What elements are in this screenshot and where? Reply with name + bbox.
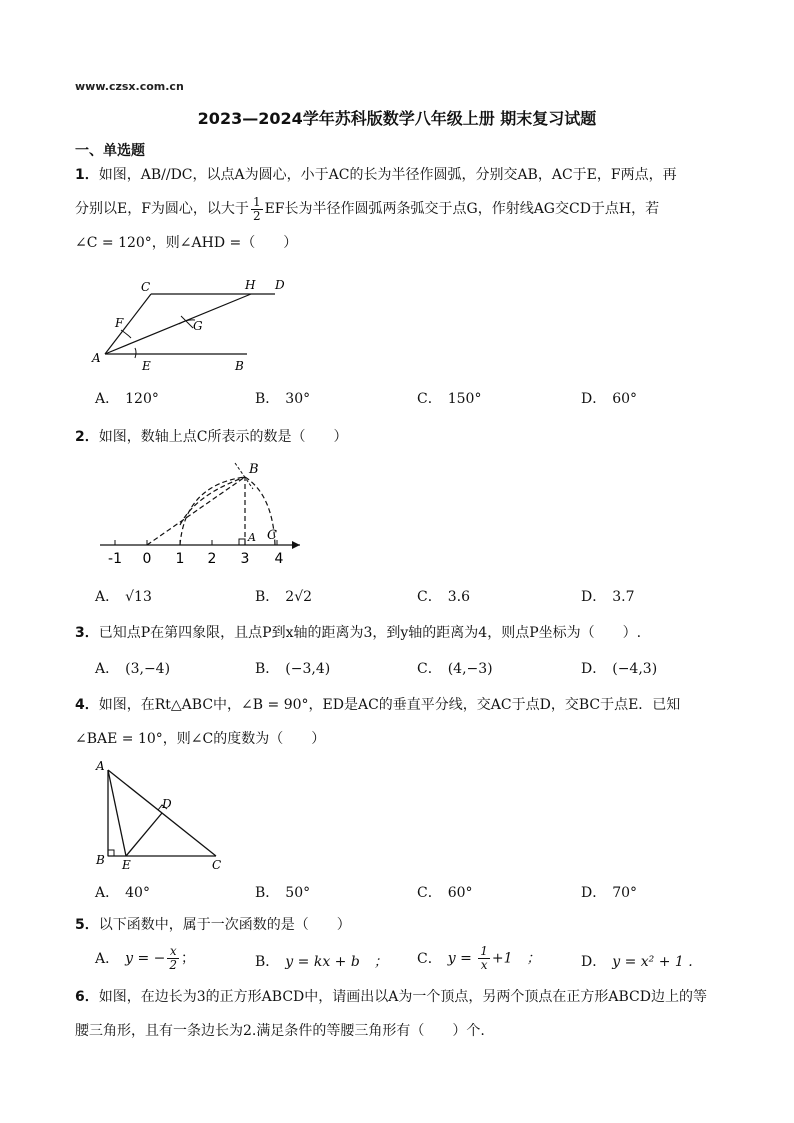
q3-options [95, 658, 745, 682]
question-1 [75, 158, 745, 260]
q4-option-d[interactable]: D． 70° [581, 885, 638, 901]
q2-tick-4: 4 [274, 551, 284, 567]
q2-label-A: A [248, 531, 256, 544]
q5-options [95, 945, 745, 977]
q1-options [95, 388, 745, 412]
q1-line2: 分别以E，F为圆心，以大于 $\frac{1}{2}$ EF长为半径作圆弧两条弧交于点G，作射线AG交CD于点H，若 [75, 194, 660, 223]
q2-tick-3: 3 [240, 551, 250, 567]
site-url: www.czsx.com.cn [75, 80, 184, 93]
q4-label-E: E [122, 858, 131, 872]
question-4 [75, 688, 745, 756]
q1-fraction: $\frac{1}{2}$ [252, 194, 261, 223]
q1-figure [85, 272, 295, 377]
q2-figure [95, 455, 310, 575]
q4-line1: 4．如图，在Rt△ABC中，∠B = 90°，ED是AC的垂直平分线，交AC于点D，交BC于点E．已知 [75, 697, 681, 713]
q4-option-c[interactable]: C． 60° [417, 885, 473, 901]
q1-option-d[interactable]: D． 60° [581, 391, 638, 407]
q2-tick-2: 2 [207, 551, 217, 567]
q1-label-G: G [193, 319, 203, 333]
q1-line1: 1．如图，AB//DC，以点A为圆心，小于AC的长为半径作圆弧，分别交AB，AC于E，F两点，再 [75, 167, 677, 183]
q1-label-B: B [235, 359, 244, 373]
q5-option-a[interactable]: A． y = − $\frac{x}{2}$ ； [95, 944, 196, 972]
q2-tick--1: -1 [108, 551, 122, 567]
q5-option-b[interactable]: B． y = kx + b ； [255, 954, 388, 970]
q1-label-E: E [142, 359, 151, 373]
q2-option-a[interactable]: A． √13 [95, 589, 152, 605]
q3-option-c[interactable]: C． (4,−3) [417, 661, 493, 677]
q4-label-C: C [212, 858, 222, 872]
question-6 [75, 980, 745, 1048]
q4-label-D: D [162, 797, 172, 811]
q4-option-a[interactable]: A． 40° [95, 885, 150, 901]
q6-line1: 6．如图，在边长为3的正方形ABCD中，请画出以A为一个顶点，另两个顶点在正方形ABCD边上的等 [75, 989, 707, 1005]
q5a-fraction: $\frac{x}{2}$ [169, 944, 178, 972]
q2-option-d[interactable]: D． 3.7 [581, 589, 635, 605]
q1-label-C: C [141, 280, 151, 294]
q1-label-F: F [115, 316, 124, 330]
q2-line1: 2．如图，数轴上点C所表示的数是（ ） [75, 429, 348, 445]
question-2 [75, 420, 745, 454]
question-5 [75, 908, 745, 942]
q3-line1: 3．已知点P在第四象限，且点P到x轴的距离为3，到y轴的距离为4，则点P坐标为（ ）. [75, 625, 642, 641]
q5-option-d[interactable]: D． y = x² + 1 . [581, 954, 693, 970]
q2-label-B: B [249, 462, 259, 477]
q6-line2: 腰三角形，且有一条边长为2.满足条件的等腰三角形有（ ）个. [75, 1023, 485, 1039]
q4-line2: ∠BAE = 10°，则∠C的度数为（ ） [75, 731, 326, 747]
q4-label-A: A [96, 759, 105, 773]
q1-line3: ∠C = 120°，则∠AHD =（ ） [75, 235, 298, 251]
page-title: 2023—2024学年苏科版数学八年级上册 期末复习试题 [197, 109, 597, 128]
q1-label-D: D [275, 278, 285, 292]
q5-option-c[interactable]: C． y = $\frac{1}{x}$ +1 ； [417, 944, 541, 972]
q2-label-C: C [267, 528, 277, 543]
q5-line1: 5．以下函数中，属于一次函数的是（ ） [75, 917, 351, 933]
q3-option-d[interactable]: D． (−4,3) [581, 661, 658, 677]
q4-options [95, 882, 745, 906]
q1-option-b[interactable]: B． 30° [255, 391, 311, 407]
q2-option-b[interactable]: B． 2√2 [255, 589, 313, 605]
q1-option-c[interactable]: C． 150° [417, 391, 482, 407]
q2-tick-0: 0 [142, 551, 152, 567]
q2-tick-1: 1 [175, 551, 185, 567]
q4-label-B: B [96, 853, 105, 867]
q1-label-H: H [245, 278, 256, 292]
q1-option-a[interactable]: A． 120° [95, 391, 159, 407]
q4-figure [88, 756, 238, 876]
q4-option-b[interactable]: B． 50° [255, 885, 311, 901]
q3-option-b[interactable]: B． (−3,4) [255, 661, 331, 677]
q3-option-a[interactable]: A． (3,−4) [95, 661, 171, 677]
question-3 [75, 616, 745, 650]
q2-option-c[interactable]: C． 3.6 [417, 589, 470, 605]
q1-label-A: A [92, 351, 101, 365]
q5c-fraction: $\frac{1}{x}$ [480, 944, 488, 972]
section-title: 一、单选题 [75, 143, 145, 159]
q2-options [95, 586, 745, 610]
